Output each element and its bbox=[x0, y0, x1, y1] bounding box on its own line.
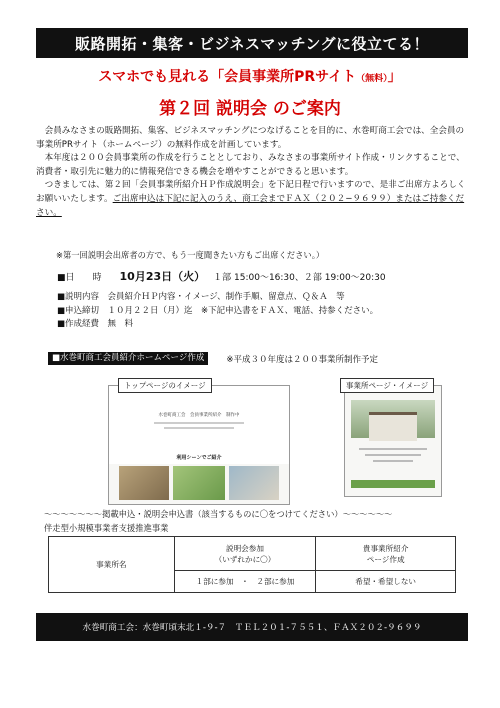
screenshot-building-photo bbox=[351, 400, 435, 438]
section-label: ■水巻町商工会員紹介ホームページ作成 bbox=[48, 352, 208, 365]
page-header-label: 貴事業所紹介 bbox=[362, 543, 409, 553]
detail-cost: ■作成経費 無 料 bbox=[57, 319, 134, 329]
screenshot-green-bar bbox=[351, 480, 435, 488]
screenshot-heading: 水巻町商工会 会員事業所紹介 制作中 bbox=[158, 413, 240, 418]
intro-paragraph-3 bbox=[36, 179, 468, 220]
screenshot-photo-vegetables bbox=[173, 466, 225, 500]
screenshot-scene-heading: 利用シーンでご紹介 bbox=[109, 444, 289, 464]
page-header-sub: ページ作成 bbox=[366, 554, 405, 564]
detail-content: ■説明内容 会員紹介ＨＰ内容・イメージ、制作手順、留意点、Ｑ＆Ａ 等 bbox=[57, 292, 345, 302]
schedule-row bbox=[57, 268, 386, 284]
intro-text bbox=[36, 125, 468, 220]
business-name-cell[interactable] bbox=[49, 537, 175, 593]
screenshot-building bbox=[369, 412, 417, 441]
page-option-cell[interactable] bbox=[316, 571, 456, 593]
intro-paragraph-3-text: つきましては、第２回「会員事業所紹介ＨＰ作成説明会」を下記日程で行いますので、是非ご出席方よろしくお願いいたします。 bbox=[36, 180, 466, 204]
business-page-label: 事業所ページ・イメージ bbox=[340, 378, 434, 393]
screenshot-hero bbox=[109, 400, 289, 444]
screenshot-text-line bbox=[164, 427, 234, 429]
screenshot-text-line bbox=[359, 448, 427, 450]
form-header-row bbox=[49, 537, 456, 571]
business-name-label: 事業所名 bbox=[96, 560, 127, 569]
screenshot-photo-shelf bbox=[119, 466, 169, 500]
schedule-date: 10月23日（火） bbox=[119, 270, 206, 283]
top-page-screenshot bbox=[108, 385, 290, 505]
screenshot-text-line bbox=[365, 454, 421, 456]
session-option-2[interactable]: ２部に参加 bbox=[256, 577, 295, 586]
subtitle-prefix: スマホでも見れる「会員事業所PRサイト bbox=[98, 69, 357, 85]
form-title: 〜〜〜〜〜〜〜掲載申込・説明会申込書（該当するものに〇をつけてください）〜〜〜〜〜〜 bbox=[44, 509, 393, 519]
application-form bbox=[48, 536, 456, 593]
subtitle bbox=[0, 66, 500, 86]
schedule-times: １部 15:00〜16:30、２部 19:00〜20:30 bbox=[213, 273, 386, 283]
session-header-label: 説明会参加 bbox=[226, 543, 264, 553]
footer-contact: 水巻町商工会：水巻町頃末北１-９-７ ＴＥＬ２０１-７５５１、ＦＡＸ２０２-９６９９ bbox=[36, 613, 468, 641]
header-banner: 販路開拓・集客・ビジネスマッチングに役立てる！ bbox=[36, 28, 468, 58]
event-details bbox=[57, 291, 378, 332]
section-remark: ※平成３０年度は２００事業所制作予定 bbox=[226, 354, 378, 365]
detail-deadline: ■申込締切 １０月２２日（月）迄 ※下記申込書をＦＡＸ、電話、持参ください。 bbox=[57, 305, 379, 316]
subtitle-free-tag: （無料） bbox=[356, 74, 388, 84]
session-options-cell[interactable]: １部に参加 ・ ２部に参加 bbox=[174, 571, 316, 593]
business-page-screenshot bbox=[344, 385, 442, 497]
top-page-label: トップページのイメージ bbox=[118, 378, 212, 393]
section-header bbox=[48, 352, 378, 365]
session-option-1[interactable]: １部に参加 bbox=[195, 577, 234, 586]
intro-paragraph-2: 本年度は２００会員事業所の作成を行うこととしており、みなさまの事業所サイト作成・リンクすることで、消費者・取引先に魅力的に情報発信できる機会を増やすことができると思います。 bbox=[36, 153, 465, 177]
page-title: 第２回 説明会 のご案内 bbox=[159, 99, 341, 119]
schedule-label: ■日 時 bbox=[57, 273, 102, 283]
page-option[interactable]: 希望・希望しない bbox=[355, 577, 417, 586]
form-subtitle: 伴走型小規模事業者支援推進事業 bbox=[44, 523, 169, 533]
screenshot-photo-room bbox=[229, 466, 279, 500]
application-instructions: ご出席申込は下記に記入のうえ、商工会までＦＡＸ（２０２−９６９９）またはご持参ください。 bbox=[36, 193, 465, 218]
screenshot-text-line bbox=[373, 460, 413, 462]
session-header-sub: （いずれかに〇） bbox=[214, 554, 276, 564]
intro-paragraph-1: 会員みなさまの販路開拓、集客、ビジネスマッチングにつなげることを目的に、水巻町商工会では、全会員の事業所PRサイト（ホームページ）の無料作成を計画しています。 bbox=[36, 126, 465, 150]
subtitle-suffix: 」 bbox=[387, 69, 402, 85]
page-header bbox=[316, 537, 456, 571]
screenshot-text-line bbox=[154, 422, 244, 424]
repeat-attendee-note: ※第一回説明会出席者の方で、もう一度聞きたい方もご出席ください。） bbox=[56, 250, 325, 260]
session-header bbox=[174, 537, 316, 571]
